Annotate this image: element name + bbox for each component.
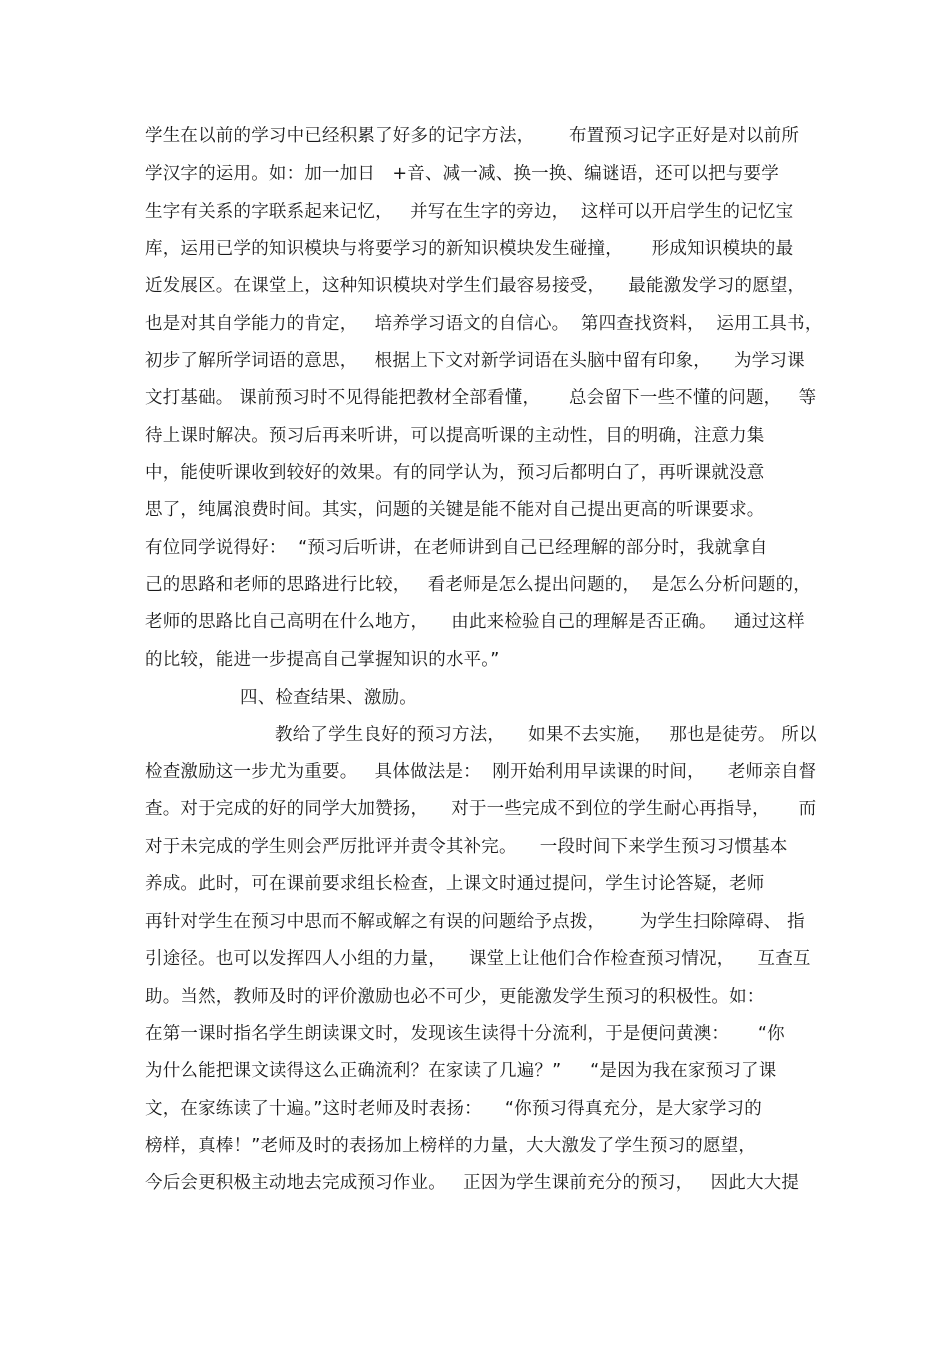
text-line: 文打基础。 课前预习时不见得能把教材全部看懂， 总会留下一些不懂的问题， 等 bbox=[145, 388, 817, 408]
text-line: 己的思路和老师的思路进行比较， 看老师是怎么提出问题的， 是怎么分析问题的， bbox=[145, 575, 812, 595]
text-line: 引途径。也可以发挥四人小组的力量， 课堂上让他们合作检查预习情况， 互查互 bbox=[145, 949, 811, 969]
text-line: 近发展区。在课堂上，这种知识模块对学生们最容易接受， 最能激发学习的愿望， bbox=[145, 276, 806, 296]
text-line: 有位同学说得好： “预习后听讲，在老师讲到自己已经理解的部分时，我就拿自 bbox=[145, 538, 768, 558]
text-line: 的比较，能进一步提高自己掌握知识的水平。” bbox=[145, 650, 500, 670]
section-heading: 四、检查结果、激励。 bbox=[240, 688, 417, 708]
text-line: 初步了解所学词语的意思， 根据上下文对新学词语在头脑中留有印象， 为学习课 bbox=[145, 351, 805, 371]
text-line: 文，在家练读了十遍。”这时老师及时表扬： “你预习得真充分，是大家学习的 bbox=[145, 1099, 762, 1119]
text-line: 再针对学生在预习中思而不解或解之有误的问题给予点拨， 为学生扫除障碍、 指 bbox=[145, 912, 805, 932]
text-line: 为什么能把课文读得这么正确流利？在家读了几遍？” “是因为我在家预习了课 bbox=[145, 1061, 777, 1081]
text-line: 教给了学生良好的预习方法， 如果不去实施， 那也是徒劳。 所以 bbox=[275, 725, 817, 745]
text-line: 库，运用已学的知识模块与将要学习的新知识模块发生碰撞， 形成知识模块的最 bbox=[145, 239, 794, 259]
text-line: 学生在以前的学习中已经积累了好多的记字方法， 布置预习记字正好是对以前所 bbox=[145, 126, 800, 146]
text-line: 学汉字的运用。如：加一加日 +音、减一减、换一换、编谜语，还可以把与要学 bbox=[145, 164, 779, 184]
text-line: 也是对其自学能力的肯定， 培养学习语文的自信心。 第四查找资料， 运用工具书， bbox=[145, 314, 823, 334]
text-line: 对于未完成的学生则会严厉批评并责令其补完。 一段时间下来学生预习习惯基本 bbox=[145, 837, 788, 857]
text-line: 助。当然，教师及时的评价激励也必不可少，更能激发学生预习的积极性。如： bbox=[145, 987, 765, 1007]
text-line: 检查激励这一步尤为重要。 具体做法是： 刚开始利用早读课的时间， 老师亲自督 bbox=[145, 762, 817, 782]
text-line: 中，能使听课收到较好的效果。有的同学认为，预习后都明白了，再听课就没意 bbox=[145, 463, 765, 483]
text-line: 查。对于完成的好的同学大加赞扬， 对于一些完成不到位的学生耐心再指导， 而 bbox=[145, 799, 817, 819]
text-line: 待上课时解决。预习后再来听讲，可以提高听课的主动性，目的明确，注意力集 bbox=[145, 426, 765, 446]
text-line: 榜样，真棒！”老师及时的表扬加上榜样的力量，大大激发了学生预习的愿望， bbox=[145, 1136, 757, 1156]
text-line: 今后会更积极主动地去完成预习作业。 正因为学生课前充分的预习， 因此大大提 bbox=[145, 1173, 800, 1193]
text-line: 在第一课时指名学生朗读课文时，发现该生读得十分流利，于是便问黄澳： “你 bbox=[145, 1024, 785, 1044]
text-line: 生字有关系的字联系起来记忆， 并写在生字的旁边， 这样可以开启学生的记忆宝 bbox=[145, 202, 794, 222]
text-line: 养成。此时，可在课前要求组长检查，上课文时通过提问，学生讨论答疑，老师 bbox=[145, 874, 765, 894]
text-line: 思了，纯属浪费时间。其实，问题的关键是能不能对自己提出更高的听课要求。 bbox=[145, 500, 765, 520]
text-line: 老师的思路比自己高明在什么地方， 由此来检验自己的理解是否正确。 通过这样 bbox=[145, 612, 805, 632]
